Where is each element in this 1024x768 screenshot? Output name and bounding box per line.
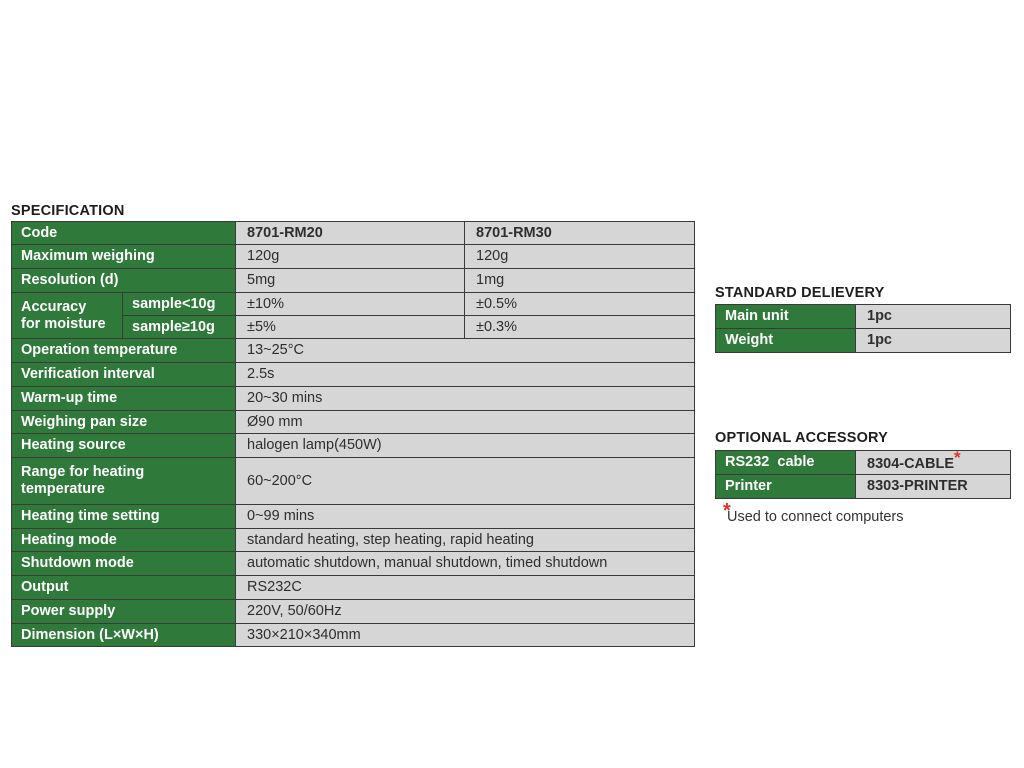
spec-header-row	[12, 222, 695, 245]
spec-row	[12, 387, 695, 411]
accuracy-value-1: ±10%	[236, 293, 465, 316]
spec-row	[12, 434, 695, 458]
accessory-row-label: Printer	[716, 475, 856, 499]
standard-delivery-title: STANDARD DELIEVERY	[715, 285, 885, 301]
spec-row	[12, 339, 695, 363]
spec-row-value: 330×210×340mm	[236, 624, 695, 647]
spec-row-label: Heating time setting	[12, 505, 236, 529]
accuracy-label-line1: Accuracy	[21, 298, 87, 315]
spec-row	[12, 624, 695, 647]
spec-row-label: Heating mode	[12, 529, 236, 552]
accuracy-label	[12, 293, 123, 339]
accessory-row	[716, 475, 1011, 499]
spec-row	[12, 363, 695, 387]
asterisk-mark: *	[954, 447, 961, 467]
delivery-row-label: Main unit	[716, 305, 856, 329]
spec-row-value-1: 5mg	[236, 269, 465, 293]
spec-row	[12, 529, 695, 552]
spec-row	[12, 411, 695, 434]
delivery-row	[716, 329, 1011, 353]
spec-row-label: Heating source	[12, 434, 236, 458]
delivery-row-label: Weight	[716, 329, 856, 353]
spec-row-label: Output	[12, 576, 236, 600]
accuracy-label-line2: for moisture	[21, 315, 106, 332]
spec-row-value: automatic shutdown, manual shutdown, timed shutdown	[236, 552, 695, 576]
spec-row-label: Shutdown mode	[12, 552, 236, 576]
spec-row-value: 60~200°C	[236, 458, 695, 505]
spec-row-label: Maximum weighing	[12, 245, 236, 269]
spec-row-label: Power supply	[12, 600, 236, 624]
spec-row-label: Range for heating temperature	[12, 458, 236, 505]
spec-title: SPECIFICATION	[11, 203, 125, 219]
accessory-row	[716, 451, 1011, 475]
accuracy-sub-label: sample≥10g	[123, 316, 236, 339]
spec-row-value: 13~25°C	[236, 339, 695, 363]
spec-row-label: Operation temperature	[12, 339, 236, 363]
accessory-value-text: 8304-CABLE	[867, 455, 955, 472]
model-2-header: 8701-RM30	[465, 222, 695, 245]
accuracy-value-2: ±0.5%	[465, 293, 695, 316]
accuracy-value-1: ±5%	[236, 316, 465, 339]
spec-row-label: Warm-up time	[12, 387, 236, 411]
spec-row-value-1: 120g	[236, 245, 465, 269]
optional-accessory-table	[715, 447, 1011, 499]
spec-row	[12, 458, 695, 505]
model-1-header: 8701-RM20	[236, 222, 465, 245]
accuracy-value-2: ±0.3%	[465, 316, 695, 339]
spec-header-label: Code	[12, 222, 236, 245]
spec-row-value-2: 120g	[465, 245, 695, 269]
spec-row	[12, 245, 695, 269]
standard-delivery-table	[715, 304, 1011, 353]
delivery-row-value: 1pc	[856, 329, 1011, 353]
spec-row-value: Ø90 mm	[236, 411, 695, 434]
spec-row-label: Verification interval	[12, 363, 236, 387]
spec-row	[12, 576, 695, 600]
spec-row-value: RS232C	[236, 576, 695, 600]
optional-accessory-title: OPTIONAL ACCESSORY	[715, 430, 889, 446]
spec-row-label: Resolution (d)	[12, 269, 236, 293]
spec-row-value: 220V, 50/60Hz	[236, 600, 695, 624]
spec-row-label: Dimension (L×W×H)	[12, 624, 236, 647]
accessory-note-text: Used to connect computers	[727, 509, 904, 525]
spec-row-value: halogen lamp(450W)	[236, 434, 695, 458]
spec-table	[11, 221, 695, 647]
spec-row-value: 0~99 mins	[236, 505, 695, 529]
spec-row-value-2: 1mg	[465, 269, 695, 293]
spec-row-label: Weighing pan size	[12, 411, 236, 434]
accessory-row-value: 8303-PRINTER	[856, 475, 1011, 499]
accuracy-sub-label: sample<10g	[123, 293, 236, 316]
delivery-row	[716, 305, 1011, 329]
spec-row-value: 20~30 mins	[236, 387, 695, 411]
accessory-row-label: RS232 cable	[716, 451, 856, 475]
asterisk-mark: *	[723, 500, 731, 522]
spec-row	[12, 552, 695, 576]
delivery-row-value: 1pc	[856, 305, 1011, 329]
spec-row	[12, 505, 695, 529]
accuracy-row-1	[12, 293, 695, 316]
spec-row	[12, 269, 695, 293]
spec-row-value: standard heating, step heating, rapid heating	[236, 529, 695, 552]
spec-row	[12, 600, 695, 624]
accessory-row-value	[856, 447, 1011, 475]
spec-row-value: 2.5s	[236, 363, 695, 387]
accessory-note	[723, 500, 904, 525]
